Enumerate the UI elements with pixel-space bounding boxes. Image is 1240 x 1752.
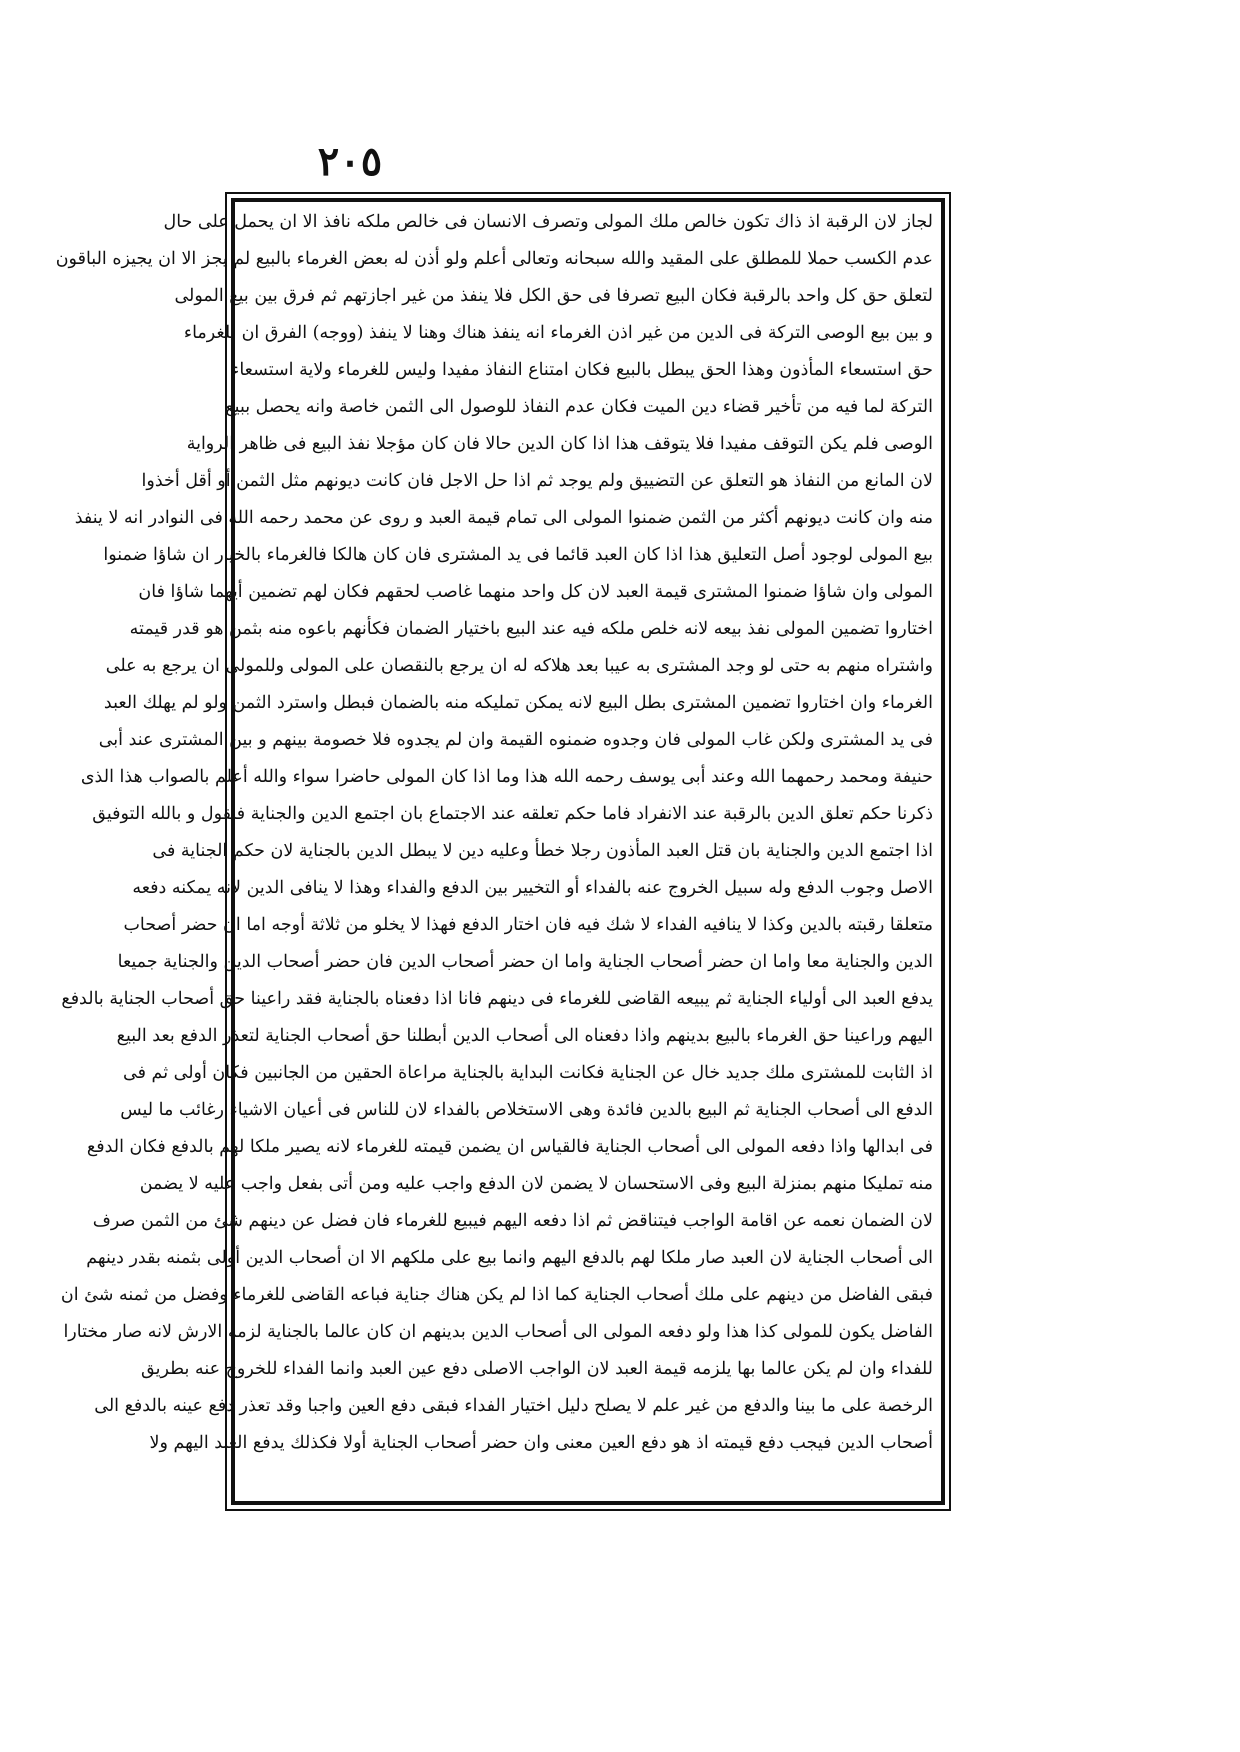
text-line: الى أصحاب الجناية لان العبد صار ملكا لهم بالدفع اليهم وانما بيع على ملكهم الا ان أصحاب الدين أولى بثمنه بقدر دينهم (86, 1248, 933, 1268)
text-line: المولى وان شاؤا ضمنوا المشترى قيمة العبد لان كل واحد منهما غاصب لحقهم فكان لهم تضمين أيهما شاؤا فان (138, 582, 933, 602)
text-line: التركة لما فيه من تأخير قضاء دين الميت فكان عدم النفاذ للوصول الى الثمن خاصة وانه يحصل ببيع (225, 397, 933, 417)
text-line: يدفع العبد الى أولياء الجناية ثم يبيعه القاضى للغرماء فى دينهم فانا اذا دفعناه بالجناية فقد راعينا حق أصحاب الجناية بالدفع (61, 989, 933, 1009)
text-line: ذكرنا حكم تعلق الدين بالرقبة عند الانفراد فاما حكم تعلقه عند الاجتماع بان اجتمع الدين والجناية فنقول و بالله التوفيق (92, 804, 933, 824)
text-line: الاصل وجوب الدفع وله سبيل الخروج عنه بالفداء أو التخيير بين الدفع والفداء وهذا لا ينافى الدين لانه يمكنه دفعه (132, 878, 933, 898)
text-line: الدين والجناية معا واما ان حضر أصحاب الجناية واما ان حضر أصحاب الدين فان حضر أصحاب الدين والجناية جميعا (117, 952, 933, 972)
text-line: اذ الثابت للمشترى ملك جديد خال عن الجناية فكانت البداية بالجناية مراعاة الحقين من الجانبين فكان أولى ثم فى (123, 1063, 933, 1083)
text-line: حق استسعاء المأذون وهذا الحق يبطل بالبيع فكان امتناع النفاذ مفيدا وليس للغرماء ولاية استسعاء (231, 360, 933, 380)
text-line: لتعلق حق كل واحد بالرقبة فكان البيع تصرفا فى حق الكل فلا ينفذ من غير اجازتهم ثم فرق بين بيع المولى (174, 286, 933, 306)
text-line: فى ابدالها واذا دفعه المولى الى أصحاب الجناية فالقياس ان يضمن قيمته للغرماء لانه يصير ملكا لهم بالدفع فكان الدفع (86, 1137, 933, 1157)
body-text (55, 204, 933, 1500)
text-line: لان الضمان نعمه عن اقامة الواجب فيتناقض ثم اذا دفعه اليهم فيبيع للغرماء فان فضل عن دينهم شئ من الثمن صرف (92, 1211, 933, 1231)
text-line: الغرماء وان اختاروا تضمين المشترى بطل البيع لانه يمكن تمليكه منه بالضمان فبطل واسترد الثمن ولو لم يهلك العبد (103, 693, 933, 713)
text-line: عدم الكسب حملا للمطلق على المقيد والله سبحانه وتعالى أعلم ولو أذن له بعض الغرماء بالبيع لم يجز الا ان يجيزه الباقون (55, 249, 933, 269)
text-line: الدفع الى أصحاب الجناية ثم البيع بالدين فائدة وهى الاستخلاص بالفداء لان للناس فى أعيان الاشياء رغائب ما ليس (120, 1100, 933, 1120)
text-line: لجاز لان الرقبة اذ ذاك تكون خالص ملك المولى وتصرف الانسان فى خالص ملكه نافذ الا ان يحمل على حال (163, 212, 933, 232)
text-line: منه تمليكا منهم بمنزلة البيع وفى الاستحسان لا يضمن لان الدفع واجب عليه ومن أتى بفعل واجب عليه لا يضمن (139, 1174, 933, 1194)
text-line: لان المانع من النفاذ هو التعلق عن التضييق ولم يوجد ثم اذا حل الاجل فان كانت ديونهم مثل الثمن أو أقل أخذوا (141, 471, 933, 491)
text-line: بيع المولى لوجود أصل التعليق هذا اذا كان العبد قائما فى يد المشترى فان كان هالكا فالغرماء بالخيار ان شاؤا ضمنوا (103, 545, 933, 565)
text-line: منه وان كانت ديونهم أكثر من الثمن ضمنوا المولى الى تمام قيمة العبد و روى عن محمد رحمه الله فى النوادر انه لا ينفذ (74, 508, 933, 528)
text-line: الفاضل يكون للمولى كذا هذا ولو دفعه المولى الى أصحاب الدين بدينهم ان كان عالما بالجناية لزمه الارش لانه صار مختارا (63, 1322, 933, 1342)
text-line: فبقى الفاضل من دينهم على ملك أصحاب الجناية كما اذا لم يكن هناك جناية فباعه القاضى للغرماء وفضل من ثمنه شئ ان (60, 1285, 933, 1305)
text-line: و بين بيع الوصى التركة فى الدين من غير اذن الغرماء انه ينفذ هناك وهنا لا ينفذ (ووجه) الفرق ان للغرماء (183, 323, 933, 343)
text-line: اليهم وراعينا حق الغرماء بالبيع بدينهم واذا دفعناه الى أصحاب الدين أبطلنا حق أصحاب الجناية لتعذر الدفع بعد البيع (116, 1026, 933, 1046)
text-line: فى يد المشترى ولكن غاب المولى فان وجدوه ضمنوه القيمة وان لم يجدوه فلا خصومة بينهم و بين المشترى عند أبى (98, 730, 933, 750)
text-line: الوصى فلم يكن التوقف مفيدا فلا يتوقف هذا اذا كان الدين حالا فان كان مؤجلا نفذ البيع فى ظاهر الرواية (186, 434, 933, 454)
text-line: الرخصة على ما بينا والدفع من غير علم لا يصلح دليل اختيار الفداء فبقى دفع العين واجبا وقد تعذر دفع عينه بالدفع الى (94, 1396, 933, 1416)
text-line: واشتراه منهم به حتى لو وجد المشترى به عيبا بعد هلاكه له ان يرجع بالنقصان على المولى وللمولى ان يرجع به على (105, 656, 933, 676)
text-line: للفداء وان لم يكن عالما بها يلزمه قيمة العبد لان الواجب الاصلى دفع عين العبد وانما الفداء للخروج عنه بطريق (141, 1359, 933, 1379)
text-line: حنيفة ومحمد رحمهما الله وعند أبى يوسف رحمه الله هذا وما اذا كان المولى حاضرا سواء والله أعلم بالصواب هذا الذى (80, 767, 933, 787)
text-line: اذا اجتمع الدين والجناية بان قتل العبد المأذون رجلا خطأ وعليه دين لا يبطل الدين بالجناية لان حكم الجناية فى (152, 841, 933, 861)
text-line: متعلقا رقبته بالدين وكذا لا ينافيه الفداء لا شك فيه فان اختار الدفع فهذا لا يخلو من ثلاثة أوجه اما ان حضر أصحاب (123, 915, 933, 935)
page-number: ٢٠٥ (317, 138, 383, 185)
text-line: أصحاب الدين فيجب دفع قيمته اذ هو دفع العين معنى وان حضر أصحاب الجناية أولا فكذلك يدفع العبد اليهم ولا (149, 1433, 933, 1453)
text-line: اختاروا تضمين المولى نفذ بيعه لانه خلص ملكه فيه عند البيع باختيار الضمان فكأنهم باعوه منه بثمن هو قدر قيمته (129, 619, 933, 639)
